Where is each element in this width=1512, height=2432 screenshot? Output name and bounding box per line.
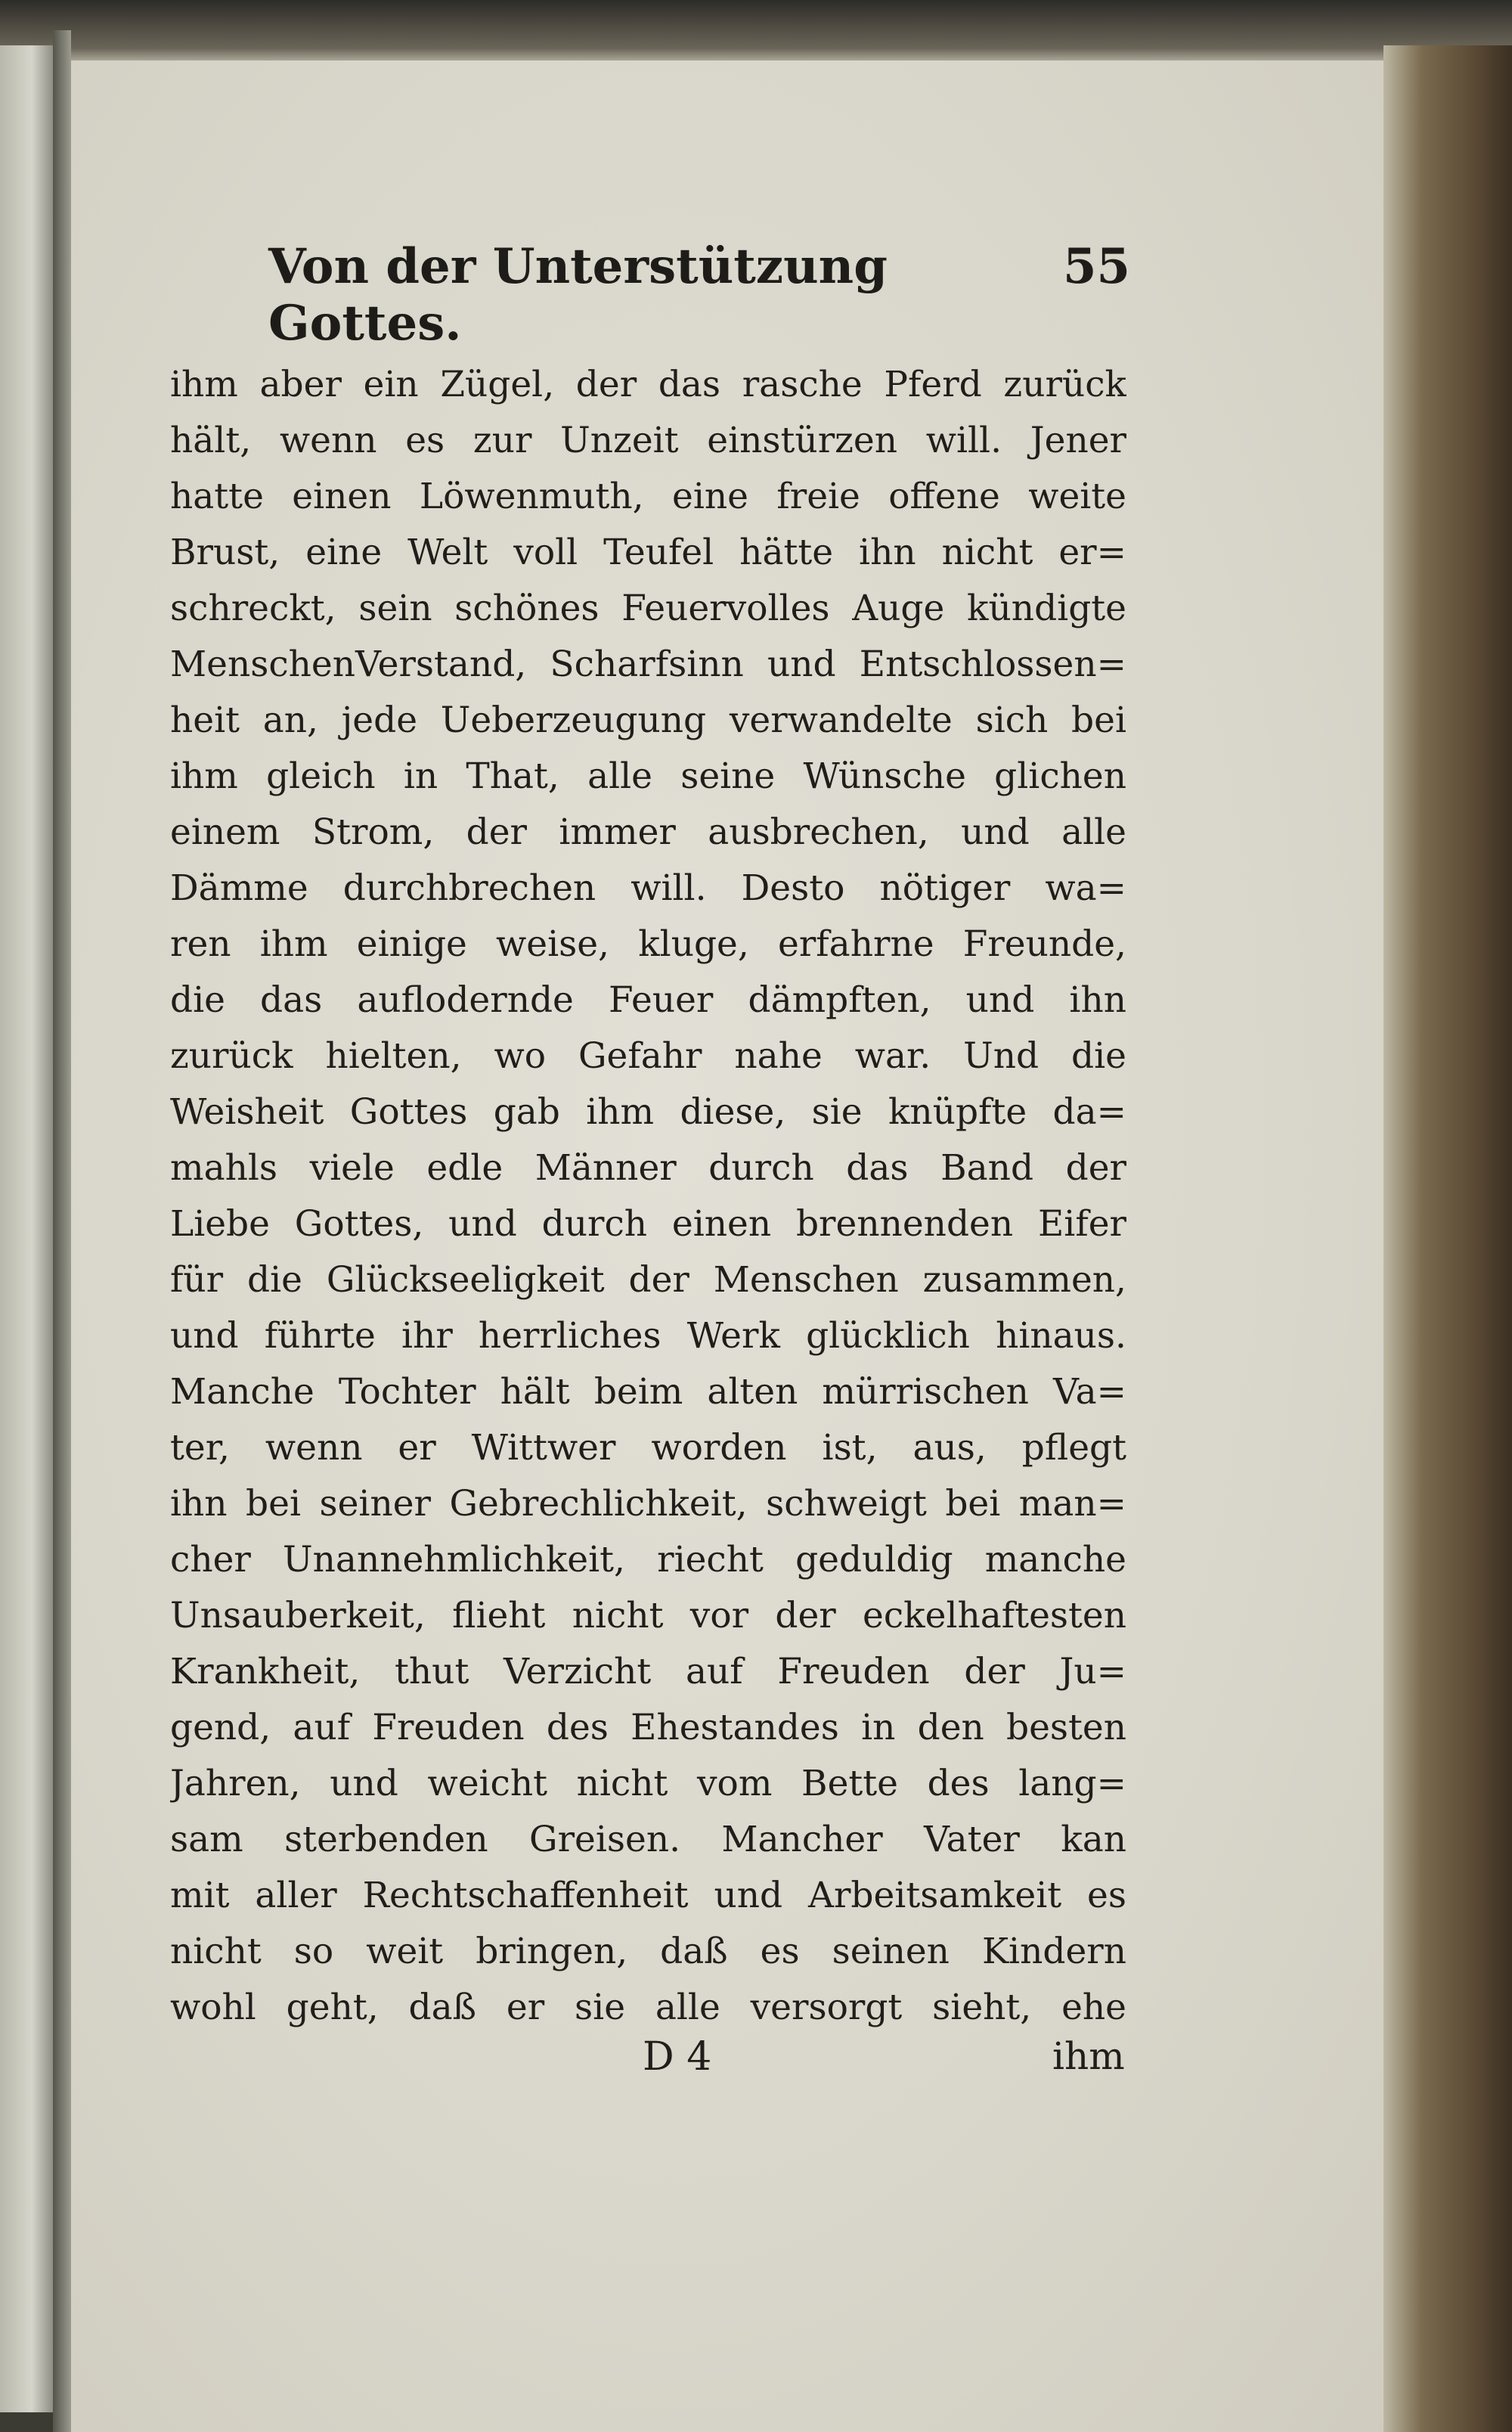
text-line: MenschenVerstand, Scharfsinn und Entschlossen= <box>170 644 1126 685</box>
text-line: Liebe Gottes, und durch einen brennenden Eifer <box>170 1203 1126 1245</box>
text-line: Weisheit Gottes gab ihm diese, sie knüpfte da= <box>170 1091 1126 1133</box>
text-line: mit aller Rechtschaffenheit und Arbeitsamkeit es <box>170 1875 1126 1916</box>
text-line: mahls viele edle Männer durch das Band der <box>170 1147 1126 1189</box>
text-line: hatte einen Löwenmuth, eine freie offene weite <box>170 476 1126 517</box>
text-line: Dämme durchbrechen will. Desto nötiger wa= <box>170 867 1126 909</box>
facing-page-edge <box>0 45 53 2412</box>
text-line: wohl geht, daß er sie alle versorgt sieht, ehe <box>170 1987 1126 2028</box>
text-line: nicht so weit bringen, daß es seinen Kindern <box>170 1931 1126 1972</box>
scan-top-edge <box>0 0 1512 60</box>
body-text <box>170 357 1126 2036</box>
page-number: 55 <box>1062 238 1130 295</box>
book-cover-edge <box>1383 45 1512 2432</box>
text-line: einem Strom, der immer ausbrechen, und alle <box>170 811 1126 853</box>
text-line: heit an, jede Ueberzeugung verwandelte sich bei <box>170 700 1126 741</box>
text-line: Brust, eine Welt voll Teufel hätte ihn nicht er= <box>170 532 1126 573</box>
text-line: cher Unannehmlichkeit, riecht geduldig manche <box>170 1539 1126 1580</box>
text-line: die das auflodernde Feuer dämpften, und ihn <box>170 979 1126 1021</box>
catchword: ihm <box>1052 2034 1125 2078</box>
text-line: ihn bei seiner Gebrechlichkeit, schweigt bei man= <box>170 1483 1126 1525</box>
text-line: ren ihm einige weise, kluge, erfahrne Freunde, <box>170 923 1126 965</box>
text-line: gend, auf Freuden des Ehestandes in den besten <box>170 1707 1126 1748</box>
signature-mark: D 4 <box>643 2034 712 2080</box>
text-line: ihm aber ein Zügel, der das rasche Pferd zurück <box>170 364 1126 405</box>
text-line: und führte ihr herrliches Werk glücklich hinaus. <box>170 1315 1126 1357</box>
text-line: hält, wenn es zur Unzeit einstürzen will. Jener <box>170 420 1126 461</box>
text-line: zurück hielten, wo Gefahr nahe war. Und die <box>170 1035 1126 1077</box>
book-gutter <box>53 30 71 2432</box>
running-title: Von der Unterstützung Gottes. <box>268 238 888 352</box>
text-line: ihm gleich in That, alle seine Wünsche glichen <box>170 755 1126 797</box>
text-line: sam sterbenden Greisen. Mancher Vater kan <box>170 1819 1126 1860</box>
text-line: für die Glückseeligkeit der Menschen zusammen, <box>170 1259 1126 1301</box>
text-line: Krankheit, thut Verzicht auf Freuden der Ju= <box>170 1651 1126 1692</box>
text-line: schreckt, sein schönes Feuervolles Auge kündigte <box>170 588 1126 629</box>
text-line: Manche Tochter hält beim alten mürrischen Va= <box>170 1371 1126 1413</box>
page-header <box>268 238 1130 352</box>
text-line: ter, wenn er Wittwer worden ist, aus, pflegt <box>170 1427 1126 1469</box>
text-line: Jahren, und weicht nicht vom Bette des lang= <box>170 1763 1126 1804</box>
text-line: Unsauberkeit, flieht nicht vor der eckelhaftesten <box>170 1595 1126 1636</box>
